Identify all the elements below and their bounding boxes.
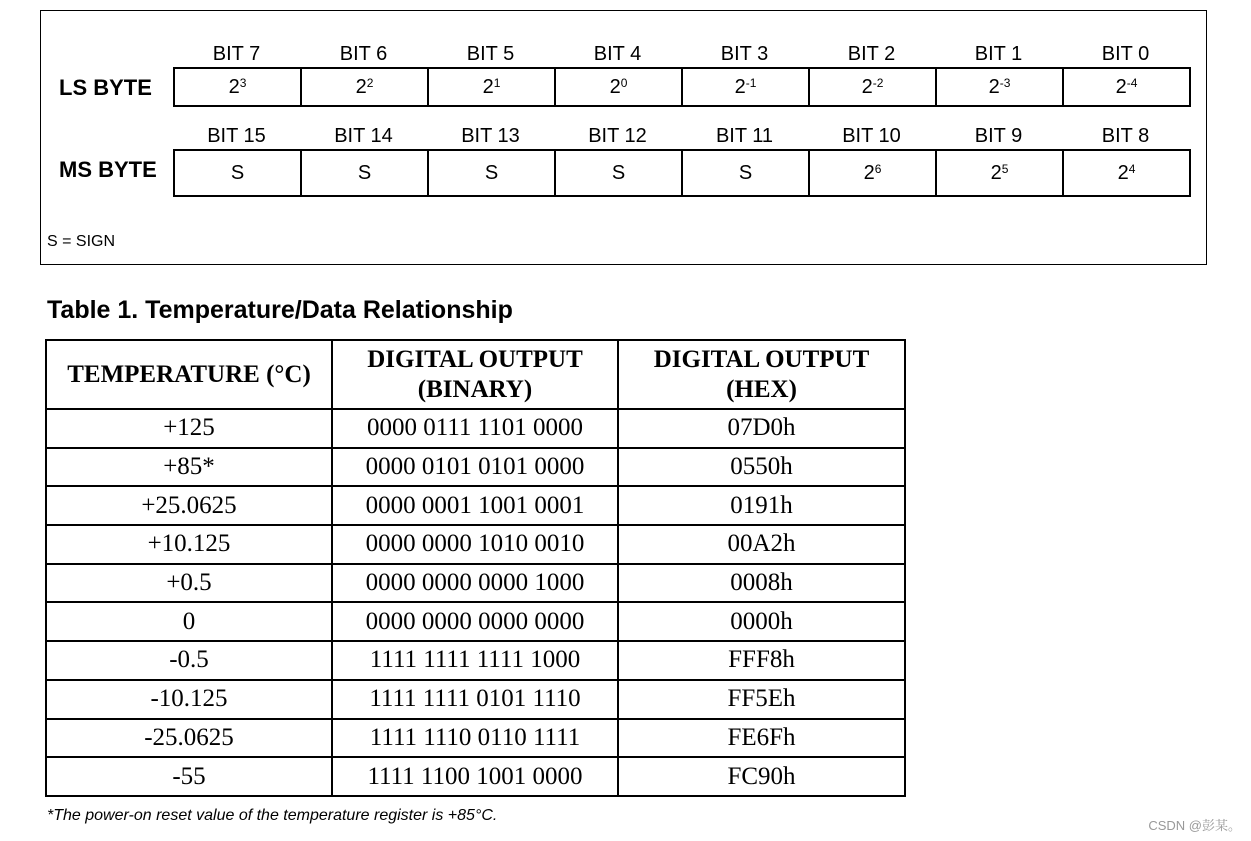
binary-cell: 0000 0001 1001 0001 — [332, 486, 618, 525]
table-body — [46, 409, 905, 796]
hex-cell: FFF8h — [618, 641, 905, 680]
ls-bit-cell — [556, 69, 683, 105]
ls-bit-header: BIT 5 — [466, 43, 515, 65]
ls-bit-cell — [429, 69, 556, 105]
table-row — [46, 564, 905, 603]
ls-bit-cell — [302, 69, 429, 105]
ms-bit-header: BIT 14 — [334, 125, 393, 147]
ms-bit-header: BIT 13 — [461, 125, 520, 147]
ls-bit-cell — [1064, 69, 1191, 105]
ms-bit-cell — [683, 151, 810, 195]
header-hex-line2: (HEX) — [726, 375, 797, 403]
binary-cell: 1111 1110 0110 1111 — [332, 719, 618, 758]
bit-weight-base: 2 — [990, 161, 1002, 184]
ls-bit-header: BIT 1 — [974, 43, 1023, 65]
bit-weight-base: S — [484, 161, 499, 184]
ms-bit-cell — [1064, 151, 1191, 195]
bit-weight-exponent: -3 — [999, 76, 1011, 90]
bit-weight-exponent: 1 — [493, 76, 501, 90]
table-row — [46, 448, 905, 487]
ms-bit-header: BIT 9 — [974, 125, 1023, 147]
ls-bit-header: BIT 2 — [847, 43, 896, 65]
ls-bit-header: BIT 7 — [212, 43, 261, 65]
temperature-cell: 0 — [46, 602, 332, 641]
bit-weight-base: 2 — [1117, 161, 1129, 184]
table-footnote: *The power-on reset value of the temperature register is +85°C. — [47, 807, 498, 824]
temperature-cell: +0.5 — [46, 564, 332, 603]
header-binary-line2: (BINARY) — [417, 375, 533, 403]
register-format-box — [40, 10, 1207, 265]
table-row — [46, 757, 905, 796]
bit-weight-base: S — [230, 161, 245, 184]
ls-bit-header: BIT 6 — [339, 43, 388, 65]
ms-bit-cell — [175, 151, 302, 195]
ms-bit-header: BIT 11 — [715, 125, 774, 147]
bit-weight-base: S — [738, 161, 753, 184]
temperature-data-table — [45, 339, 906, 797]
ms-bit-header: BIT 15 — [207, 125, 266, 147]
sign-legend: S = SIGN — [47, 233, 116, 250]
bit-weight-base: S — [611, 161, 626, 184]
bit-weight-exponent: 2 — [366, 76, 374, 90]
hex-cell: 0008h — [618, 564, 905, 603]
ms-bit-cell — [556, 151, 683, 195]
temperature-cell: -55 — [46, 757, 332, 796]
hex-cell: 00A2h — [618, 525, 905, 564]
ls-bit-cells — [173, 67, 1191, 107]
ls-bit-header: BIT 4 — [593, 43, 642, 65]
bit-weight-base: 2 — [1115, 75, 1127, 98]
hex-cell: 0550h — [618, 448, 905, 487]
binary-cell: 1111 1100 1001 0000 — [332, 757, 618, 796]
bit-weight-exponent: 3 — [239, 76, 247, 90]
bit-weight-exponent: 0 — [620, 76, 628, 90]
ls-bit-header: BIT 3 — [720, 43, 769, 65]
binary-cell: 1111 1111 1111 1000 — [332, 641, 618, 680]
ls-bit-header: BIT 0 — [1101, 43, 1150, 65]
bit-weight-base: 2 — [355, 75, 367, 98]
table-header-row — [46, 340, 905, 409]
ls-bit-cell — [810, 69, 937, 105]
table-title: Table 1. Temperature/Data Relationship — [47, 296, 513, 324]
ms-bit-header: BIT 10 — [842, 125, 901, 147]
temperature-cell: +25.0625 — [46, 486, 332, 525]
ls-byte-label: LS BYTE — [59, 75, 152, 100]
ls-bit-cell — [175, 69, 302, 105]
bit-weight-exponent: -1 — [745, 76, 757, 90]
bit-weight-base: 2 — [734, 75, 746, 98]
hex-cell: 07D0h — [618, 409, 905, 448]
ms-bit-cells — [173, 149, 1191, 197]
table-row — [46, 525, 905, 564]
header-hex — [618, 340, 905, 409]
binary-cell: 0000 0000 1010 0010 — [332, 525, 618, 564]
hex-cell: FE6Fh — [618, 719, 905, 758]
binary-cell: 0000 0101 0101 0000 — [332, 448, 618, 487]
table-row — [46, 409, 905, 448]
header-temperature-text: TEMPERATURE (°C) — [67, 360, 311, 388]
ms-bit-cell — [429, 151, 556, 195]
bit-weight-exponent: -2 — [872, 76, 884, 90]
header-hex-line1: DIGITAL OUTPUT — [653, 345, 870, 373]
ls-byte-grid — [173, 41, 1191, 107]
binary-cell: 0000 0000 0000 0000 — [332, 602, 618, 641]
binary-cell: 1111 1111 0101 1110 — [332, 680, 618, 719]
bit-weight-base: 2 — [228, 75, 240, 98]
table-row — [46, 719, 905, 758]
temperature-cell: -0.5 — [46, 641, 332, 680]
hex-cell: FC90h — [618, 757, 905, 796]
bit-weight-base: 2 — [861, 75, 873, 98]
bit-weight-base: S — [357, 161, 372, 184]
bit-weight-base: 2 — [863, 161, 875, 184]
bit-weight-base: 2 — [482, 75, 494, 98]
ms-bit-cell — [810, 151, 937, 195]
ms-bit-header: BIT 12 — [588, 125, 647, 147]
temperature-cell: +10.125 — [46, 525, 332, 564]
bit-weight-exponent: -4 — [1126, 76, 1138, 90]
ms-byte-label: MS BYTE — [59, 157, 157, 182]
binary-cell: 0000 0000 0000 1000 — [332, 564, 618, 603]
bit-weight-exponent: 6 — [874, 162, 882, 176]
ms-bit-header: BIT 8 — [1101, 125, 1150, 147]
table-row — [46, 486, 905, 525]
temperature-cell: -10.125 — [46, 680, 332, 719]
header-temperature — [46, 340, 332, 409]
header-binary — [332, 340, 618, 409]
header-binary-line1: DIGITAL OUTPUT — [367, 345, 583, 373]
bit-weight-base: 2 — [988, 75, 1000, 98]
hex-cell: 0191h — [618, 486, 905, 525]
ms-bit-cell — [937, 151, 1064, 195]
ls-bit-cell — [683, 69, 810, 105]
table-row — [46, 680, 905, 719]
bit-weight-exponent: 4 — [1128, 162, 1136, 176]
table-row — [46, 641, 905, 680]
temperature-cell: +85* — [46, 448, 332, 487]
hex-cell: FF5Eh — [618, 680, 905, 719]
temperature-cell: +125 — [46, 409, 332, 448]
ls-bit-headers — [173, 41, 1191, 67]
binary-cell: 0000 0111 1101 0000 — [332, 409, 618, 448]
hex-cell: 0000h — [618, 602, 905, 641]
ls-bit-cell — [937, 69, 1064, 105]
ms-byte-grid — [173, 123, 1191, 197]
bit-weight-exponent: 5 — [1001, 162, 1009, 176]
bit-weight-base: 2 — [609, 75, 621, 98]
ms-bit-headers — [173, 123, 1191, 149]
temperature-cell: -25.0625 — [46, 719, 332, 758]
ms-bit-cell — [302, 151, 429, 195]
table-row — [46, 602, 905, 641]
watermark: CSDN @彭某。 — [1148, 818, 1241, 833]
